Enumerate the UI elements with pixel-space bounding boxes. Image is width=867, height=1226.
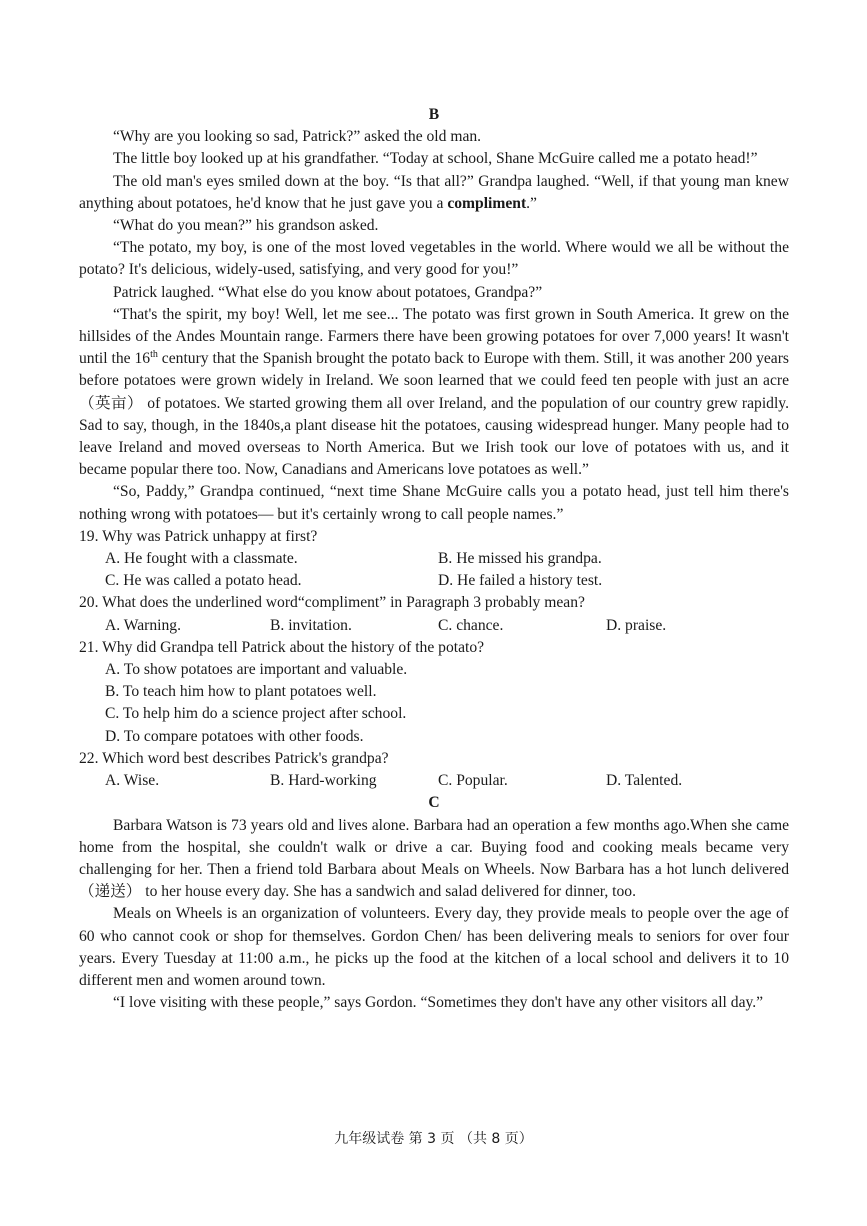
page-footer: 九年级试卷 第 3 页 （共 8 页） [334,1131,533,1147]
exam-page [79,104,789,1014]
question-21-option-b[interactable]: B. To teach him how to plant potatoes well. [105,683,377,701]
question-21-option-a[interactable]: A. To show potatoes are important and valuable. [105,661,408,679]
passage-b-paragraph-1: “Why are you looking so sad, Patrick?” asked the old man. [113,128,482,146]
question-20-stem-before: 20. What does the underlined word“ [79,594,305,612]
paragraph-3-text-after: .” [526,194,537,212]
question-19-option-b[interactable]: B. He missed his grandpa. [438,550,602,568]
passage-c-paragraph-1: Barbara Watson is 73 years old and lives alone. Barbara had an operation a few months ago.When she came home from the hospital, she couldn't walk or drive a car. Buying food and cooking meals became very challenging for her. Then a friend told Barbara about Meals on Wheels. Now Barbara has a hot lunch delivered （递送） to her house every day. She has a sandwich and salad delivered for dinner, too. [79,816,789,901]
question-22-option-b[interactable]: B. Hard-working [270,772,377,790]
passage-b-paragraph-7 [79,304,789,482]
paragraph-7-text-a: “That's the spirit, my boy! Well, let me see... The potato was first grown in South America. It grew on the hillsides of the Andes Mountain range. Farmers there have been growing potatoes for over 7,000 years! It wasn't until the 16 [79,305,789,368]
passage-b-paragraph-4: “What do you mean?” his grandson asked. [113,217,379,235]
superscript-th: th [150,349,158,361]
passage-b-paragraph-2: The little boy looked up at his grandfather. “Today at school, Shane McGuire called me a potato head!” [113,150,758,168]
question-20-option-b[interactable]: B. invitation. [270,616,352,634]
passage-b-paragraph-5: “The potato, my boy, is one of the most loved vegetables in the world. Where would we all be without the potato? It's delicious, widely-used, satisfying, and very good for you!” [79,239,789,279]
question-20-options [79,615,789,637]
passage-b-paragraph-8: “So, Paddy,” Grandpa continued, “next time Shane McGuire calls you a potato head, just tell him there's nothing wrong with potatoes— but it's certainly wrong to call people names.” [79,483,789,523]
question-20-option-c[interactable]: C. chance. [438,616,504,634]
paragraph-7-text-b: century that the Spanish brought the potato back to Europe with them. Still, it was another 200 years before potatoes were grown widely in Ireland. We soon learned that we could feed ten people with just an acre（英亩） of potatoes. We started growing them all over Ireland, and the population of our country grew rapidly. Sad to say, though, in the 1840s,a plant disease hit the potatoes, causing widespread hunger. Many people had to leave Ireland and moved overseas to North America. But we Irish took our love of potatoes with us, and it became popular there too. Now, Canadians and Americans love potatoes as well.” [79,350,789,479]
question-20-option-a[interactable]: A. Warning. [105,616,181,634]
question-19-options-row-1 [79,548,789,570]
section-c-heading: C [428,794,440,812]
paragraph-3-text-before: The old man's eyes smiled down at the boy. “Is that all?” Grandpa laughed. “Well, if that young man knew anything about potatoes, he'd know that he just gave you a [79,172,789,212]
compliment-word: compliment [447,194,527,212]
question-22-option-d[interactable]: D. Talented. [606,772,683,790]
question-21-stem: 21. Why did Grandpa tell Patrick about the history of the potato? [79,638,485,656]
question-19-stem: 19. Why was Patrick unhappy at first? [79,527,318,545]
question-22-stem: 22. Which word best describes Patrick's grandpa? [79,749,389,767]
passage-c-paragraph-3: “I love visiting with these people,” says Gordon. “Sometimes they don't have any other visitors all day.” [113,994,764,1012]
passage-c-paragraph-2: Meals on Wheels is an organization of volunteers. Every day, they provide meals to people over the age of 60 who cannot cook or shop for themselves. Gordon Chen/ has been delivering meals to seniors for over four years. Every Tuesday at 11:00 a.m., he picks up the food at the kitchen of a local school and delivers it to 10 different men and women around town. [79,905,789,989]
passage-b-paragraph-3 [79,171,789,215]
question-22-options [79,770,789,792]
passage-b-paragraph-6: Patrick laughed. “What else do you know about potatoes, Grandpa?” [113,283,543,301]
question-19-options-row-2 [79,570,789,592]
question-22-option-c[interactable]: C. Popular. [438,772,508,790]
question-20-stem [79,592,789,614]
question-20-stem-after: ” in Paragraph 3 probably mean? [379,594,585,612]
question-21-option-c[interactable]: C. To help him do a science project after school. [105,705,407,723]
question-21-option-d[interactable]: D. To compare potatoes with other foods. [105,727,364,745]
question-19-option-a[interactable]: A. He fought with a classmate. [105,550,298,568]
section-b-heading: B [428,106,440,123]
question-19-option-c[interactable]: C. He was called a potato head. [105,572,302,590]
question-19-option-d[interactable]: D. He failed a history test. [438,572,603,590]
question-20-underlined-word: compliment [304,594,380,612]
question-22-option-a[interactable]: A. Wise. [105,772,160,790]
question-20-option-d[interactable]: D. praise. [606,616,667,634]
